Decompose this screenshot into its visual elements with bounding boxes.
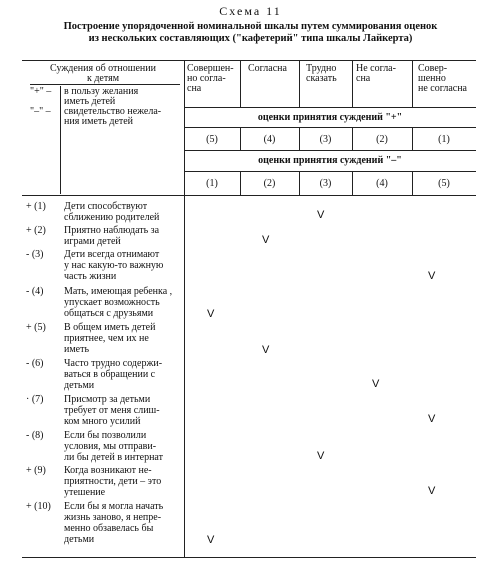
row-1-text: Дети способствуют сближению родителей: [64, 201, 160, 223]
row-4-check: V: [207, 308, 215, 320]
row-8-text: Если бы позволили условия, мы отправи- ли бы детей в интернат: [64, 430, 163, 463]
row-9-check: V: [428, 485, 436, 497]
row-2-text: Приятно наблюдать за играми детей: [64, 225, 160, 247]
heading-line-2: из нескольких составляющих ("кафетерий" типа шкалы Лайкерта): [88, 33, 413, 44]
col-header-3-l1: Трудно: [306, 63, 337, 74]
plus-scores-top: [184, 127, 476, 128]
plus-score-4: (2): [376, 134, 388, 145]
col-2-border: [240, 60, 241, 107]
row-7-check: V: [428, 413, 436, 425]
row-4-sign: - (4): [26, 286, 44, 297]
col-3-border: [299, 60, 300, 107]
minus-score-3: (3): [319, 178, 332, 189]
row-3-check: V: [428, 270, 436, 282]
header-bottom-rule: [22, 195, 476, 196]
row-10-sign: + (10): [26, 501, 51, 512]
col-5-border: [412, 60, 413, 107]
col-header-1-l3: сна: [187, 83, 202, 94]
plus-band-top: [184, 107, 476, 108]
minus-scores-top: [184, 171, 476, 172]
row-10-text: Если бы я могла начать жизнь заново, я непре- менно обзавелась бы детьми: [64, 501, 164, 545]
plus-label: "+" –: [30, 86, 52, 97]
col-header-4-l1: Не согла-: [356, 63, 396, 74]
left-header-bracket: [60, 86, 61, 194]
minus-desc-1: свидетельство нежела-: [64, 106, 162, 117]
row-8-sign: - (8): [26, 430, 44, 441]
left-header-underline: [30, 84, 180, 85]
row-5-check: V: [262, 344, 270, 356]
table-bottom-border: [22, 557, 476, 558]
row-9-text: Когда возникают не- приятности, дети – это утешение: [64, 465, 162, 498]
row-9-sign: + (9): [26, 465, 46, 476]
row-2-check: V: [262, 234, 270, 246]
plus-desc-1: в пользу желания: [64, 86, 139, 97]
plus-score-3: (3): [319, 134, 332, 145]
row-6-text: Часто трудно содержи- ваться в обращении с детьми: [64, 358, 163, 391]
row-6-sign: - (6): [26, 358, 44, 369]
minus-score-5: (5): [438, 178, 450, 189]
col-header-5-l1: Совер-: [418, 63, 448, 74]
row-3-sign: - (3): [26, 249, 44, 260]
minus-scores-label: оценки принятия суждений "–": [258, 155, 402, 166]
row-1-sign: + (1): [26, 201, 46, 212]
col-header-1-l2: но согла-: [187, 73, 226, 84]
left-header-line2: к детям: [86, 73, 120, 84]
col-header-3-l2: сказать: [306, 73, 337, 84]
plus-score-2: (4): [263, 134, 276, 145]
col-header-2-l1: Согласна: [248, 63, 287, 74]
plus-desc-2: иметь детей: [64, 96, 116, 107]
minus-score-2: (2): [263, 178, 276, 189]
col-header-5-l3: не согласна: [418, 83, 467, 94]
minus-band-top: [184, 150, 476, 151]
row-7-sign: · (7): [26, 394, 44, 405]
schema-title: Схема 11: [219, 4, 282, 18]
heading-line-1: Построение упорядоченной номинальной шкалы путем суммирования оценок: [63, 21, 438, 32]
plus-scores-label: оценки принятия суждений "+": [257, 112, 403, 123]
row-5-sign: + (5): [26, 322, 46, 333]
row-8-check: V: [317, 450, 325, 462]
minus-desc-2: ния иметь детей: [64, 116, 134, 127]
row-1-check: V: [317, 209, 325, 221]
row-5-text: В общем иметь детей приятнее, чем их не иметь: [64, 322, 156, 355]
col-header-5-l2: шенно: [418, 73, 446, 84]
minus-score-4: (4): [376, 178, 388, 189]
minus-score-1: (1): [206, 178, 218, 189]
table-top-border: [22, 60, 476, 61]
minus-label: "–" –: [30, 106, 51, 117]
plus-score-5: (1): [438, 134, 450, 145]
col-header-4-l2: сна: [356, 73, 371, 84]
col-4-border: [352, 60, 353, 107]
left-header-line1: Суждения об отношении: [50, 63, 156, 74]
row-7-text: Присмотр за детьми требует от меня слиш- ком много усилий: [64, 394, 160, 427]
row-3-text: Дети всегда отнимают у нас какую-то важную часть жизни: [64, 249, 164, 282]
row-2-sign: + (2): [26, 225, 46, 236]
col-header-1-l1: Совершен-: [187, 63, 234, 74]
row-4-text: Мать, имеющая ребенка , упускает возможность общаться с друзьями: [64, 286, 173, 319]
plus-score-1: (5): [206, 134, 218, 145]
row-6-check: V: [372, 378, 380, 390]
row-10-check: V: [207, 534, 215, 546]
